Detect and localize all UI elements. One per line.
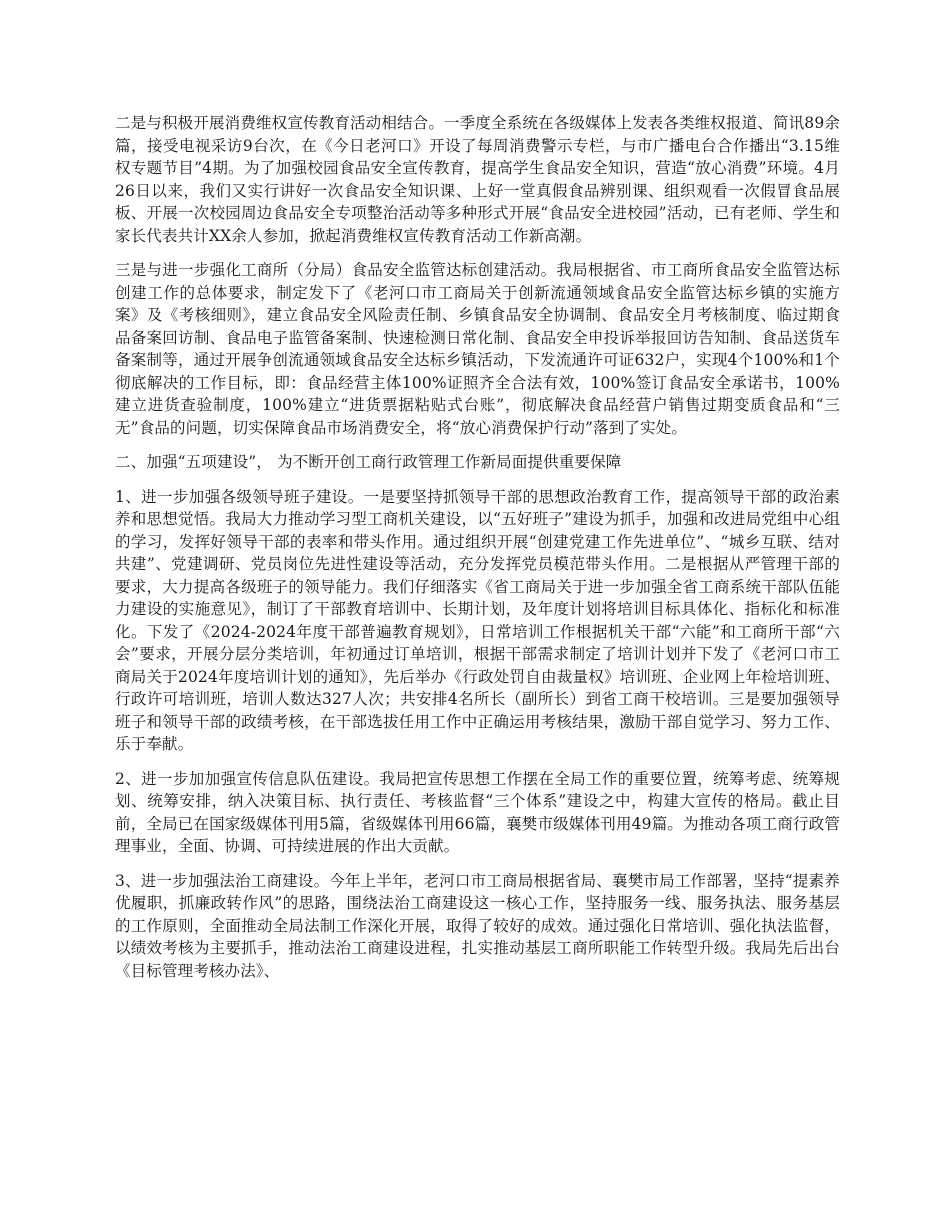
paragraph-food-safety-supervision: 三是与进一步强化工商所（分局）食品安全监管达标创建活动。我局根据省、市工商所食品安全监管达标创建工作的总体要求，制定发下了《老河口市工商局关于创新流通领域食品安全监管达标乡镇的实施方案》及《考核细则》，建立食品安全风险责任制、乡镇食品安全协调制、食品安全月考核制度、临过期食品备案回访制、食品电子监管备案制、快速检测日常化制、食品安全申投诉举报回访告知制、食品送货车备案制等，通过开展争创流通领域食品安全达标乡镇活动，下发流通许可证632户，实现4个100%和1个彻底解决的工作目标，即：食品经营主体100%证照齐全合法有效，100%签订食品安全承诺书，100%建立进货查验制度，100%建立“进货票据粘贴式台账”，彻底解决食品经营户销售过期变质食品和“三无”食品的问题，切实保障食品市场消费安全，将“放心消费保护行动”落到了实处。	[115, 261, 840, 437]
paragraph-consumer-rights-education: 二是与积极开展消费维权宣传教育活动相结合。一季度全系统在各级媒体上发表各类维权报道、简讯89余篇，接受电视采访9台次，在《今日老河口》开设了每周消费警示专栏，与市广播电台合作播出“3.15维权专题节目”4期。为了加强校园食品安全宣传教育，提高学生食品安全知识，营造“放心消费”环境。4月26日以来，我们又实行讲好一次食品安全知识课、上好一堂真假食品辨别课、组织观看一次假冒食品展板、开展一次校园周边食品安全专项整治活动等多种形式开展“食品安全进校园”活动，已有老师、学生和家长代表共计XX余人参加，掀起消费维权宣传教育活动工作新高潮。	[115, 114, 840, 245]
paragraph-publicity-team: 2、进一步加加强宣传信息队伍建设。我局把宣传思想工作摆在全局工作的重要位置，统筹考虑、统筹规划、统筹安排，纳入决策目标、执行责任、考核监督“三个体系”建设之中，构建大宣传的格局。截止目前，全局已在国家级媒体刊用5篇，省级媒体刊用66篇，襄樊市级媒体刊用49篇。为推动各项工商行政管理事业，全面、协调、可持续进展的作出大贡献。	[115, 769, 840, 855]
document-body	[115, 112, 840, 994]
paragraph-rule-of-law: 3、进一步加强法治工商建设。今年上半年，老河口市工商局根据省局、襄樊市局工作部署，坚持“提素养优履职，抓廉政转作风”的思路，围绕法治工商建设这一核心工作，坚持服务一线、服务执法、服务基层的工作原则，全面推动全局法制工作深化开展，取得了较好的成效。通过强化日常培训、强化执法监督，以绩效考核为主要抓手，推动法治工商建设进程，扎实推动基层工商所职能工作转型升级。我局先后出台《目标管理考核办法》、	[115, 871, 840, 980]
paragraph-leadership-building: 1、进一步加强各级领导班子建设。一是要坚持抓领导干部的思想政治教育工作，提高领导干部的政治素养和思想觉悟。我局大力推动学习型工商机关建设，以“五好班子”建设为抓手，加强和改进局党组中心组的学习，发挥好领导干部的表率和带头作用。通过组织开展“创建党建工作先进单位”、“城乡互联、结对共建”、党建调研、党员岗位先进性建设等活动，充分发挥党员模范带头作用。二是根据从严管理干部的要求，大力提高各级班子的领导能力。我们仔细落实《省工商局关于进一步加强全省工商系统干部队伍能力建设的实施意见》，制订了干部教育培训中、长期计划，及年度计划将培训目标具体化、指标化和标准化。下发了《2024-2024年度干部普遍教育规划》，日常培训工作根据机关干部“六能”和工商所干部“六会”要求，开展分层分类培训，年初通过订单培训，根据干部需求制定了培训计划并下发了《老河口市工商局关于2024年度培训计划的通知》，先后举办《行政处罚自由裁量权》培训班、企业网上年检培训班、行政许可培训班，培训人数达327人次；共安排4名所长（副所长）到省工商干校培训。三是要加强领导班子和领导干部的政绩考核，在干部选拔任用工作中正确运用考核结果，激励干部自觉学习、努力工作、乐于奉献。	[115, 487, 840, 753]
section-heading-five-constructions: 二、加强“五项建设”， 为不断开创工商行政管理工作新局面提供重要保障	[115, 453, 622, 471]
